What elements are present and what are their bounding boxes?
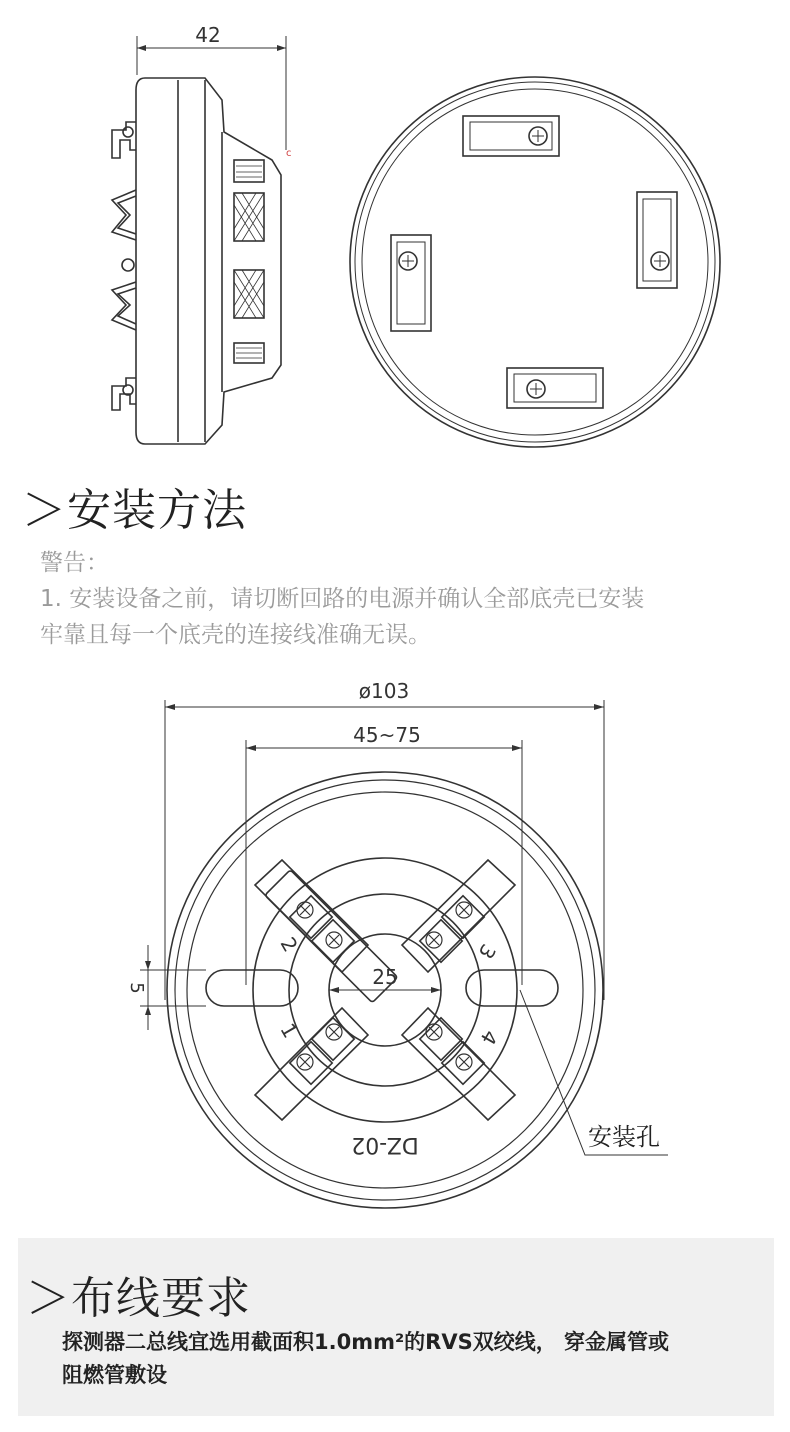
- mounting-hole-label: 安装孔: [588, 1123, 660, 1151]
- wiring-line-1: 探测器二总线宜选用截面积1.0mm²的RVS双绞线， 穿金属管或: [62, 1330, 670, 1354]
- detector-views-drawing: [0, 0, 790, 470]
- dimension-42-label: 42: [195, 23, 221, 47]
- terminal-4-label: 4: [475, 1025, 503, 1050]
- mark-c-label: c: [286, 148, 292, 159]
- base-mounting-drawing: [0, 670, 790, 1230]
- warning-line-1: 1. 安装设备之前，请切断回路的电源并确认全部底壳已安装: [40, 586, 645, 612]
- wiring-requirements-text: [62, 1326, 762, 1392]
- dimension-center-label: 25: [372, 965, 398, 989]
- warning-block: [40, 545, 770, 653]
- terminal-1-label: 1: [275, 1018, 303, 1043]
- side-view: [112, 78, 281, 444]
- wiring-line-2: 阻燃管敷设: [62, 1363, 167, 1387]
- warning-line-2: 牢靠且每一个底壳的连接线准确无误。: [40, 622, 431, 648]
- bottom-view: [350, 77, 720, 447]
- section-title-wiring: ＞布线要求: [26, 1273, 251, 1324]
- terminal-2-label: 2: [275, 932, 303, 957]
- dimension-range-label: 45~75: [353, 723, 421, 747]
- warning-label: 警告：: [40, 550, 109, 576]
- dimension-diameter-label: ø103: [358, 679, 410, 703]
- terminal-3-label: 3: [473, 939, 501, 964]
- dimension-slot-label: 5: [126, 982, 147, 994]
- model-label: DZ-02: [351, 1132, 419, 1157]
- section-title-install-method: ＞安装方法: [22, 485, 247, 536]
